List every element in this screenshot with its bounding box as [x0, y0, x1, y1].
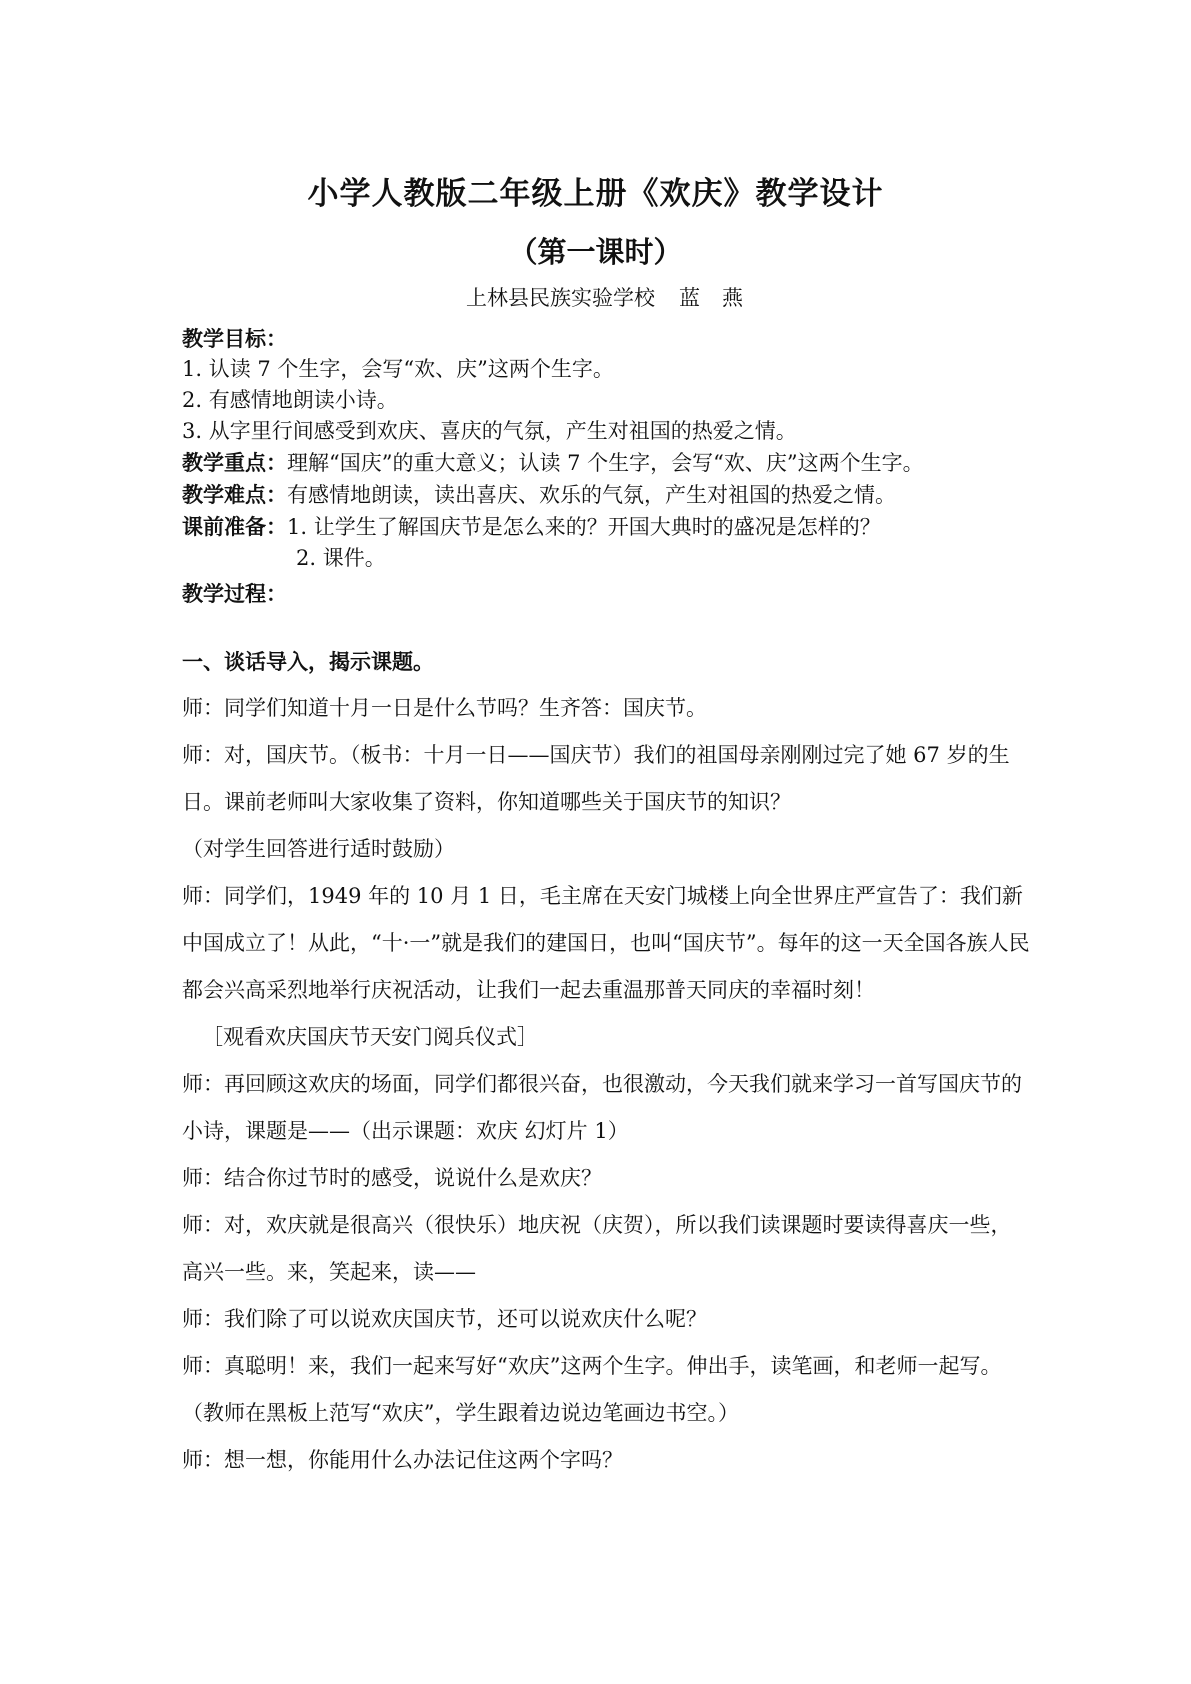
paragraph: 师：真聪明！来，我们一起来写好“欢庆”这两个生字。伸出手，读笔画，和老师一起写。（教师在黑板上范写“欢庆”，学生跟着边说边笔画边书空。）: [182, 1354, 1002, 1425]
paragraph: 师：同学们知道十月一日是什么节吗？生齐答：国庆节。: [182, 696, 707, 720]
paragraph: 师：结合你过节时的感受，说说什么是欢庆？: [182, 1166, 602, 1190]
process-label: 教学过程：: [182, 581, 287, 606]
difficulty-text: 有感情地朗读，读出喜庆、欢乐的气氛，产生对祖国的热爱之情。: [287, 483, 896, 507]
school-name: 上林县民族实验学校: [466, 286, 655, 310]
keypoint-label: 教学重点：: [182, 450, 287, 475]
teacher-name: 蓝燕: [679, 286, 765, 310]
process-body: [182, 638, 1032, 1484]
page-title: 小学人教版二年级上册《欢庆》教学设计: [307, 176, 884, 212]
section-heading: 一、谈话导入，揭示课题。: [182, 649, 434, 674]
paragraph: （对学生回答进行适时鼓励）: [182, 837, 455, 861]
paragraph: 师：想一想，你能用什么办法记住这两个字吗？: [182, 1448, 623, 1472]
keypoint-text: 理解“国庆”的重大意义；认读 7 个生字，会写“欢、庆”这两个生字。: [287, 451, 924, 475]
difficulty-label: 教学难点：: [182, 482, 287, 507]
prep-item: 1. 让学生了解国庆节是怎么来的？开国大典时的盛况是怎样的？: [287, 515, 881, 539]
keypoint-paragraph: [182, 447, 1022, 479]
difficulty-paragraph: [182, 479, 1022, 511]
author-line: [0, 282, 1191, 312]
goal-item: 3. 从字里行间感受到欢庆、喜庆的气氛，产生对祖国的热爱之情。: [182, 419, 797, 443]
paragraph: 师：对，国庆节。（板书：十月一日——国庆节）我们的祖国母亲刚刚过完了她 67 岁的生日。课前老师叫大家收集了资料，你知道哪些关于国庆节的知识？: [182, 743, 1010, 814]
paragraph: 师：对，欢庆就是很高兴（很快乐）地庆祝（庆贺），所以我们读课题时要读得喜庆一些，高兴一些。来，笑起来，读——: [182, 1213, 1012, 1284]
paragraph: 师：同学们，1949 年的 10 月 1 日，毛主席在天安门城楼上向全世界庄严宣告了：我们新中国成立了！从此，“十·一”就是我们的建国日，也叫“国庆节”。每年的这一天全国各族人民都会兴高采烈地举行庆祝活动，让我们一起去重温那普天同庆的幸福时刻！: [182, 884, 1030, 1002]
prep-item: 2. 课件。: [296, 546, 386, 570]
paragraph: ［观看欢庆国庆节天安门阅兵仪式］: [202, 1025, 538, 1049]
goal-item: 1. 认读 7 个生字，会写“欢、庆”这两个生字。: [182, 357, 614, 381]
page-subtitle: （第一课时）: [508, 235, 683, 269]
prep-paragraph: [182, 511, 1022, 543]
goals-label: 教学目标：: [182, 326, 287, 351]
paragraph: 师：我们除了可以说欢庆国庆节，还可以说欢庆什么呢？: [182, 1307, 707, 1331]
prep-label: 课前准备：: [182, 514, 287, 539]
goals-block: [182, 323, 1022, 609]
goal-item: 2. 有感情地朗读小诗。: [182, 388, 398, 412]
paragraph: 师：再回顾这欢庆的场面，同学们都很兴奋，也很激动，今天我们就来学习一首写国庆节的小诗，课题是——（出示课题：欢庆 幻灯片 1）: [182, 1072, 1022, 1143]
